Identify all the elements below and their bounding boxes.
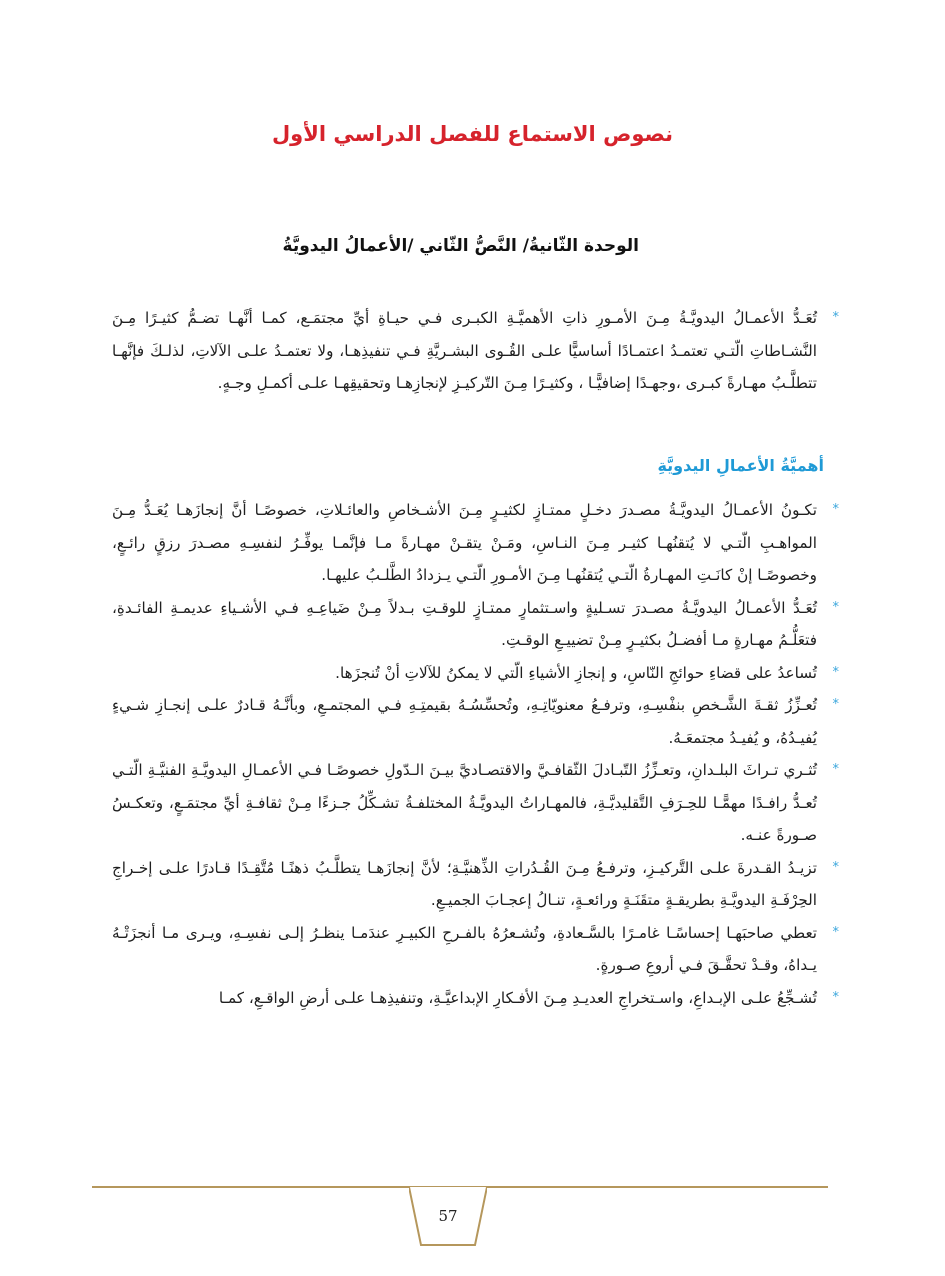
- section-heading: أهميَّةُ الأعمالِ اليدويَّةِ: [657, 456, 824, 475]
- bullet-star-icon: *: [832, 762, 839, 777]
- bullet-star-icon: *: [832, 310, 839, 325]
- bullet-list: [112, 494, 839, 1014]
- bullet-star-icon: *: [832, 502, 839, 517]
- list-item-text: تزيـدُ القـدرةَ علـى التَّركيـزِ، وترفـعُ مِـنَ القُـدُراتِ الذِّهنيَّـةِ؛ لأنَّ إنجازَهـا يتطلَّـبُ ذهنًـا مُتَّقِـدًا قـادرًا علـى إخـراجِ الحِرْفَـةِ اليدويَّـةِ بطريقـةٍ متقَنَـةٍ ورائعـةٍ، تنـالُ إعجـابَ الجميـعِ.: [112, 858, 817, 909]
- intro-block: [112, 302, 839, 400]
- list-item: [112, 754, 839, 852]
- bullet-star-icon: *: [832, 697, 839, 712]
- bullet-star-icon: *: [832, 924, 839, 940]
- intro-paragraph-text: تُعَـدُّ الأعمـالُ اليدويَّـةُ مِـنَ الأمـورِ ذاتِ الأهميَّـةِ الكبـرى فـي حيـاةِ أيِّ مجتمَـع، كمـا أنَّهـا تضـمُّ كثيـرًا مِـنَ النَّشـاطاتِ الّتـي تعتمـدُ اعتمـادًا أساسيًّا علـى القُـوى البشـريَّةِ فـي تنفيذِهـا، ولا تعتمـدُ علـى الآلاتِ، لذلـكَ فإنَّهـا تتطلَّـبُ مهـارةً كبـرى ،وجهـدًا إضافيًّـا ، وكثيـرًا مِـنَ التّركيـزِ لإنجازِهـا وتحقيقِهـا علـى أكمـلِ وجـهٍ.: [112, 309, 817, 392]
- list-item-text: تُعَـدُّ الأعمـالُ اليدويَّـةُ مصـدرَ تسـليةٍ واسـتثمارٍ ممتـازٍ للوقـتِ بـدلاً مِـنْ ضَياعِـهِ فـي الأشـياءِ عديمـةِ الفائـدةِ، فتعَلُّـمُ مهـارةٍ مـا أفضـلُ بكثيـرٍ مِـنْ تضييـعِ الوقـتِ.: [112, 598, 817, 649]
- list-item-text: تعطي صاحبَهـا إحساسًـا غامـرًا بالسَّـعادةِ، وتُشـعرُهُ بالفـرحِ الكبيـرِ عندَمـا ينظـرُ إلـى نفسِـهِ، ويـرى مـا أنجزَتْـهُ يـداهُ، وقـدْ تحقَّـقَ فـي أروعِ صـورةٍ.: [112, 923, 817, 974]
- list-item: [112, 982, 839, 1015]
- list-item: [112, 657, 839, 690]
- list-item: [112, 852, 839, 917]
- list-item-text: تُشـجِّعُ علـى الإبـداعِ، واسـتخراجِ العديـدِ مِـنَ الأفـكارِ الإبداعيَّـةِ، وتنفيذِهـا علـى أرضِ الواقـعِ، كمـا: [218, 988, 817, 1007]
- list-item-text: تكـونُ الأعمـالُ اليدويَّـةُ مصـدرَ دخـلٍ ممتـازٍ لكثيـرٍ مِـنَ الأشـخاصِ والعائـلاتِ، خصوصًـا أنَّ إنجازَهـا يُعَـدُّ مِـنَ المواهـبِ الّتـي لا يُتقنُهـا كثيـر مِـنَ النـاسِ، ومَـنْ يتقـنْ مهـارةً مـا فإنَّمـا يوفِّـرُ لنفسِـهِ مصـدرَ رزقٍ رائـعٍ، وخصوصًـا إنْ كانَـتِ المهـارةُ الّتـي يُتقنُهـا مِـنَ الأمـورِ الّتـي يـزدادُ الطَّلـبُ عليهـا.: [112, 501, 817, 584]
- unit-title: الوحدة الثّانيةُ/ النَّصُّ الثّاني /الأعمالُ اليدويَّةُ: [282, 236, 639, 256]
- intro-paragraph: [112, 302, 839, 400]
- list-item-text: تُعـزِّزُ ثقـةَ الشَّـخصِ بنفْسِـهِ، وترفـعُ معنويّاتِـهِ، وتُحسِّسُـهُ بقيمتِـهِ فـي المجتمـعِ، وبأنَّـهُ قـادرٌ علـى إنجـازِ شـيءٍ يُفيـدُهُ، و يُفيـدُ مجتمعَـهُ.: [112, 696, 817, 747]
- list-item: [112, 689, 839, 754]
- list-item-text: تُثـري تـراثَ البلـدانِ، وتعـزِّزُ التّبـادلَ الثّقافـيَّ والاقتصـاديَّ بيـنَ الـدّولِ خصوصًـا فـي الأعمـالِ اليدويَّـةِ الفنيَّـةِ الّتـي تُعـدُّ رافـدًا مهمًّـا للحِـرَفِ التَّقليديَّـةِ، فالمهـاراتُ اليدويَّـةُ المختلفـةُ تشـكِّلُ جـزءًا مِـنْ ثقافـةِ أيِّ مجتمَـعٍ، وتعكـسُ صـورةً عنـه.: [112, 761, 817, 844]
- list-item: [112, 592, 839, 657]
- list-item: [112, 494, 839, 592]
- bullet-star-icon: *: [832, 664, 839, 680]
- chapter-title: نصوص الاستماع للفصل الدراسي الأول: [271, 122, 674, 146]
- page-number: 57: [438, 1207, 458, 1225]
- bullet-star-icon: *: [832, 599, 839, 615]
- bullet-star-icon: *: [832, 989, 839, 1005]
- bullet-star-icon: *: [832, 859, 839, 875]
- list-item: [112, 917, 839, 982]
- list-item-text: تُساعدُ على قضاءِ حوائجِ النّاسِ، و إنجازِ الأشياءِ الّتي لا يمكنُ للآلاتِ أنْ تُنجزَها.: [335, 663, 817, 682]
